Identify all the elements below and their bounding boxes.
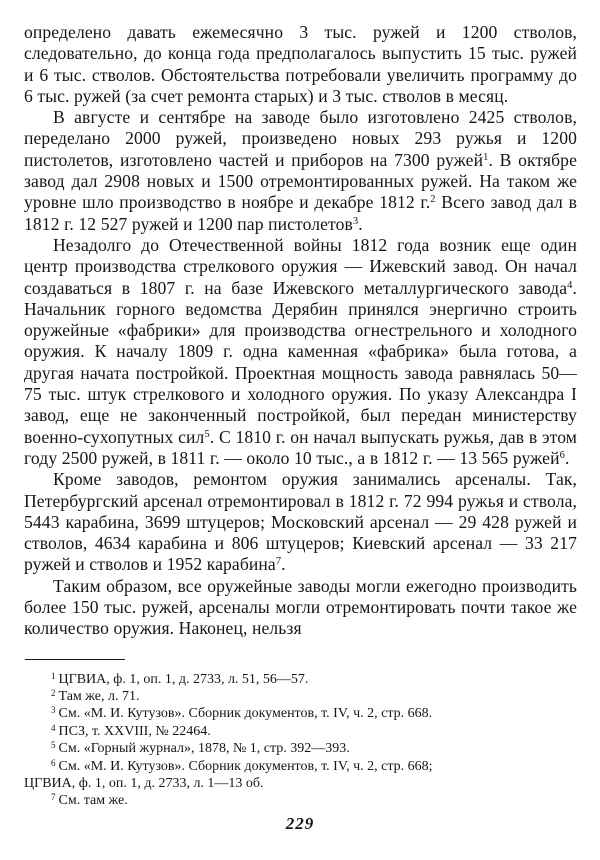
footnote-text: Там же, л. 71. (58, 689, 140, 705)
footnote-text: См. «Горный журнал», 1878, № 1, стр. 392—393. (58, 741, 350, 757)
paragraph-5: Таким образом, все оружейные заводы могли ежегодно производить более 150 тыс. ружей, арсеналы могли отремонтировать почти такое же количество оружия. Наконец, нельзя (24, 575, 577, 639)
footnote-number: 3 (51, 705, 56, 716)
paragraph-3-text-b: . Начальник горного ведомства Дерябин принялся энергично строить оружейные «фабрики» для производства огнестрельного и холодного оружия. К началу 1809 г. одна каменная «фабрика» была готова, а другая начата постройкой. Проектная мощность завода равнялась 50—75 тыс. штук стрелкового и холодного оружия. По указу Александра I завод, еще не законченный постройкой, был передан министерству военно-сухопутных сил (24, 277, 577, 447)
paragraph-3-text-d: . (564, 447, 570, 468)
paragraph-2-text-d: . (358, 213, 363, 234)
footnote-4 (24, 723, 577, 740)
footnote-3 (24, 705, 577, 722)
paragraph-4-text-b: . (281, 554, 286, 575)
footnote-6-continued (24, 775, 577, 792)
footnote-text: См. там же. (58, 793, 128, 809)
footnotes (24, 671, 577, 810)
paragraph-2-text-c: Всего завод дал в 1812 г. 12 527 ружей и 1200 пар пистолетов (24, 192, 577, 234)
footnote-7 (24, 792, 577, 809)
paragraph-2-text-b: . В октябре завод дал 2908 новых и 1500 отремонтированных ружей. На таком же уровне шло производство в ноябре и декабре 1812 г. (24, 149, 577, 213)
footnote-text: ПСЗ, т. XXVIII, № 22464. (58, 723, 211, 739)
footnote-1 (24, 671, 577, 688)
footnote-text: См. «М. И. Кутузов». Сборник документов, т. IV, ч. 2, стр. 668; (58, 758, 433, 774)
paragraph-3-text-c: . С 1810 г. он начал выпускать ружья, дав в этом году 2500 ружей, в 1811 г. — около 10 тыс., а в 1812 г. — 13 565 ружей (24, 426, 577, 468)
footnote-ref-5: 5 (204, 428, 210, 440)
footnote-text: ЦГВИА, ф. 1, оп. 1, д. 2733, л. 51, 56—57. (58, 671, 309, 687)
footnote-number: 2 (51, 688, 56, 699)
footnote-number: 1 (51, 670, 56, 681)
paragraph-3 (24, 235, 577, 469)
footnote-ref-7: 7 (275, 556, 282, 568)
page (24, 22, 577, 810)
footnote-text: См. «М. И. Кутузов». Сборник документов, т. IV, ч. 2, стр. 668. (58, 706, 433, 722)
paragraph-3-text-a: Незадолго до Отечественной войны 1812 года возник еще один центр производства стрелкового оружия — Ижевский завод. Он начал создаваться в 1807 г. на базе Ижевского металлургического завода (24, 234, 577, 298)
paragraph-4 (24, 469, 577, 575)
paragraph-1: определено давать ежемесячно 3 тыс. ружей и 1200 стволов, следовательно, до конца года предполагалось выпустить 15 тыс. ружей и 6 тыс. стволов. Обстоятельства потребовали увеличить программу до 6 тыс. ружей (за счет ремонта старых) и 3 тыс. стволов в месяц. (24, 22, 577, 106)
footnote-divider (25, 659, 125, 660)
footnote-text: ЦГВИА, ф. 1, оп. 1, д. 2733, л. 1—13 об. (24, 776, 264, 792)
footnote-ref-6: 6 (559, 449, 565, 461)
footnote-5 (24, 740, 577, 757)
footnote-number: 7 (51, 792, 56, 803)
footnote-ref-2: 2 (430, 194, 436, 206)
body-text (24, 22, 577, 640)
paragraph-4-text-a: Кроме заводов, ремонтом оружия занимались арсеналы. Так, Петербургский арсенал отремонтировал в 1812 г. 72 994 ружья и ствола, 5443 карабина, 3699 штуцеров; Московский арсенал — 29 428 ружей и стволов, 4634 карабина и 806 штуцеров; Киевский арсенал — 33 217 ружей и стволов и 1952 карабина (24, 469, 577, 575)
footnote-ref-3: 3 (352, 215, 359, 227)
paragraph-2-text-a: В августе и сентябре на заводе было изготовлено 2425 стволов, переделано 2000 ружей, произведено новых 293 ружья и 1200 пистолетов, изготовлено частей и приборов на 7300 ружей (24, 107, 577, 170)
footnote-6 (24, 758, 577, 775)
footnote-number: 4 (51, 722, 56, 733)
footnote-ref-1: 1 (483, 151, 489, 163)
page-number: 229 (285, 814, 315, 833)
footnote-number: 5 (51, 740, 56, 751)
footnote-ref-4: 4 (567, 279, 573, 291)
footnote-number: 6 (51, 757, 56, 768)
footnote-2 (24, 688, 577, 705)
paragraph-2 (24, 107, 577, 235)
